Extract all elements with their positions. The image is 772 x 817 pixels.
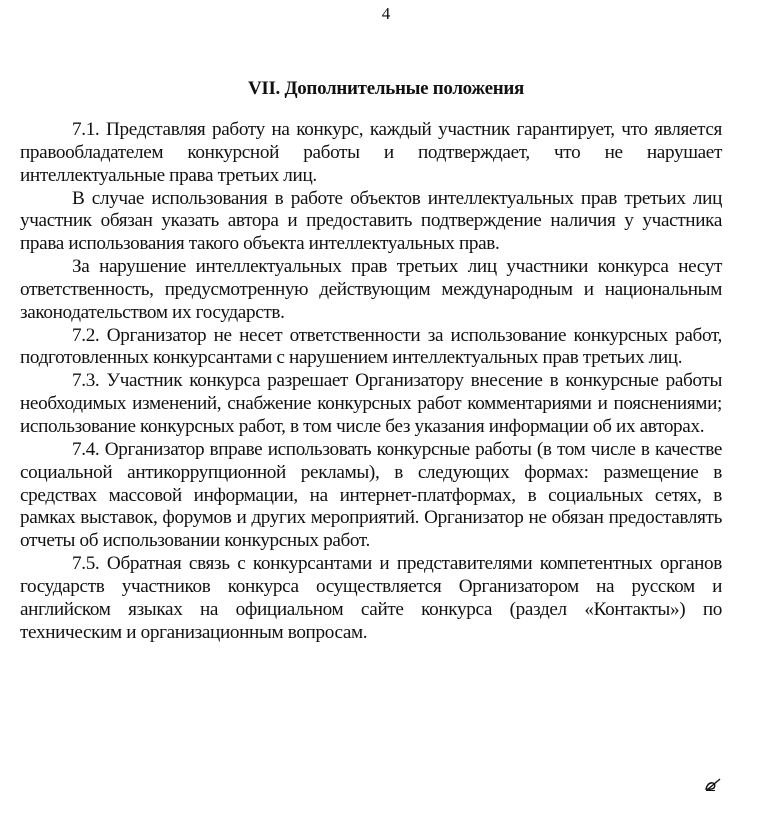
paragraph-7-1: 7.1. Представляя работу на конкурс, каждый участник гарантирует, что является правообладателем конкурсной работы и подтверждает, что не нарушает интеллектуальные права третьих лиц. <box>20 119 722 186</box>
paragraph-7-1-rights-objects: В случае использования в работе объектов интеллектуальных прав третьих лиц участник обязан указать автора и предоставить подтверждение наличия у участника права использования такого объекта интеллектуальных прав. <box>20 187 722 255</box>
signature-pen-icon <box>703 776 723 792</box>
section-title: VII. Дополнительные положения <box>247 78 525 99</box>
paragraph-7-3: 7.3. Участник конкурса разрешает Организатору внесение в конкурсные работы необходимых изменений, снабжение конкурсных работ комментариями и пояснениями; использование конкурсных работ, в том числе без указания информации об их авторах. <box>20 370 722 437</box>
paragraph-7-4: 7.4. Организатор вправе использовать конкурсные работы (в том числе в качестве социальной антикоррупционной рекламы), в следующих формах: размещение в средствах массовой информации, на интернет-платформах, в социальных сетях, в рамках выставок, форумов и других мероприятий. Организатор не обязан предоставлять отчеты об использовании конкурсных работ. <box>20 438 722 552</box>
document-body <box>20 119 722 644</box>
page-number: 4 <box>381 4 391 23</box>
paragraph-7-5: 7.5. Обратная связь с конкурсантами и представителями компетентных органов государств участников конкурса осуществляется Организатором на русском и английском языках на официальном сайте конкурса (раздел «Контакты») по техническим и организационным вопросам. <box>20 553 722 643</box>
paragraph-7-2: 7.2. Организатор не несет ответственности за использование конкурсных работ, подготовленных конкурсантами с нарушением интеллектуальных прав третьих лиц. <box>20 324 722 369</box>
paragraph-7-1-liability: За нарушение интеллектуальных прав третьих лиц участники конкурса несут ответственность, предусмотренную действующим международным и национальным законодательством их государств. <box>20 256 722 323</box>
